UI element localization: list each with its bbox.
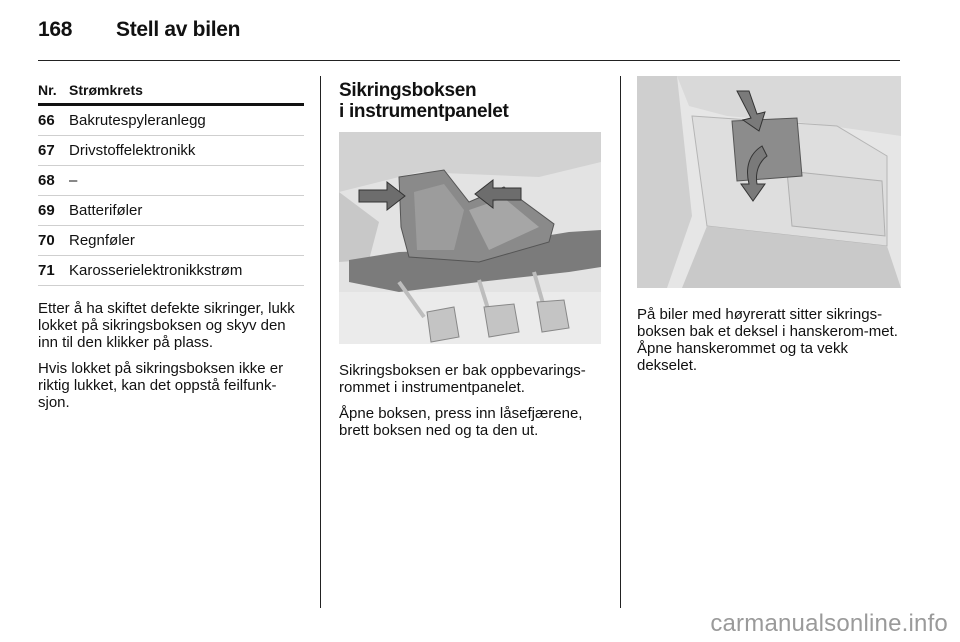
table-row	[38, 106, 304, 136]
column-1	[38, 76, 304, 420]
page-number: 168	[38, 18, 73, 41]
glovebox-cover-illustration	[637, 76, 901, 288]
fuse-circuit: Batteriføler	[69, 202, 143, 219]
section-heading-line-1: Sikringsboksen	[339, 80, 477, 101]
table-row	[38, 256, 304, 286]
fuse-number: 69	[38, 202, 55, 219]
fuse-circuit: Drivstoffelektronikk	[69, 142, 196, 159]
fuse-number: 70	[38, 232, 55, 249]
section-heading	[339, 80, 605, 122]
fuse-circuit: Bakrutespyleranlegg	[69, 112, 206, 129]
instrument-panel-fusebox-illustration	[339, 132, 601, 344]
fuse-number: 68	[38, 172, 55, 189]
fuse-number: 71	[38, 262, 55, 279]
table-row	[38, 136, 304, 166]
header-divider	[38, 60, 900, 61]
column-2	[339, 76, 605, 448]
body-paragraph: Sikringsboksen er bak oppbevarings-rommet i instrumentpanelet.	[339, 362, 586, 396]
body-paragraph: Etter å ha skiftet defekte sikringer, lukk lokket på sikringsboksen og skyv den inn til den klikker på plass.	[38, 300, 295, 351]
fuse-number: 67	[38, 142, 55, 159]
body-paragraph: Hvis lokket på sikringsboksen ikke er riktig lukket, kan det oppstå feilfunk-sjon.	[38, 360, 284, 411]
page-title: Stell av bilen	[116, 18, 241, 41]
section-heading-line-2: i instrumentpanelet	[339, 101, 509, 122]
watermark: carmanualsonline.info	[710, 610, 948, 637]
fuse-circuit: Regnføler	[69, 232, 135, 249]
fuse-circuit: –	[69, 172, 78, 189]
column-3	[637, 76, 901, 383]
body-paragraph: Åpne boksen, press inn låsefjærene, brett boksen ned og ta den ut.	[339, 405, 583, 439]
table-row	[38, 196, 304, 226]
body-paragraph: På biler med høyreratt sitter sikrings-boksen bak et deksel i hanskerom-met. Åpne hanskerommet og ta vekk dekselet.	[637, 306, 898, 374]
column-divider-2	[620, 76, 621, 608]
fuse-circuit-header: Strømkrets	[69, 82, 143, 98]
table-row	[38, 226, 304, 256]
fuse-table-header	[38, 76, 304, 106]
fuse-table	[38, 106, 304, 286]
column-divider-1	[320, 76, 321, 608]
fuse-number: 66	[38, 112, 55, 129]
page-header	[38, 18, 240, 42]
fuse-circuit: Karosserielektronikkstrøm	[69, 262, 243, 279]
table-row	[38, 166, 304, 196]
fuse-number-header: Nr.	[38, 82, 57, 98]
